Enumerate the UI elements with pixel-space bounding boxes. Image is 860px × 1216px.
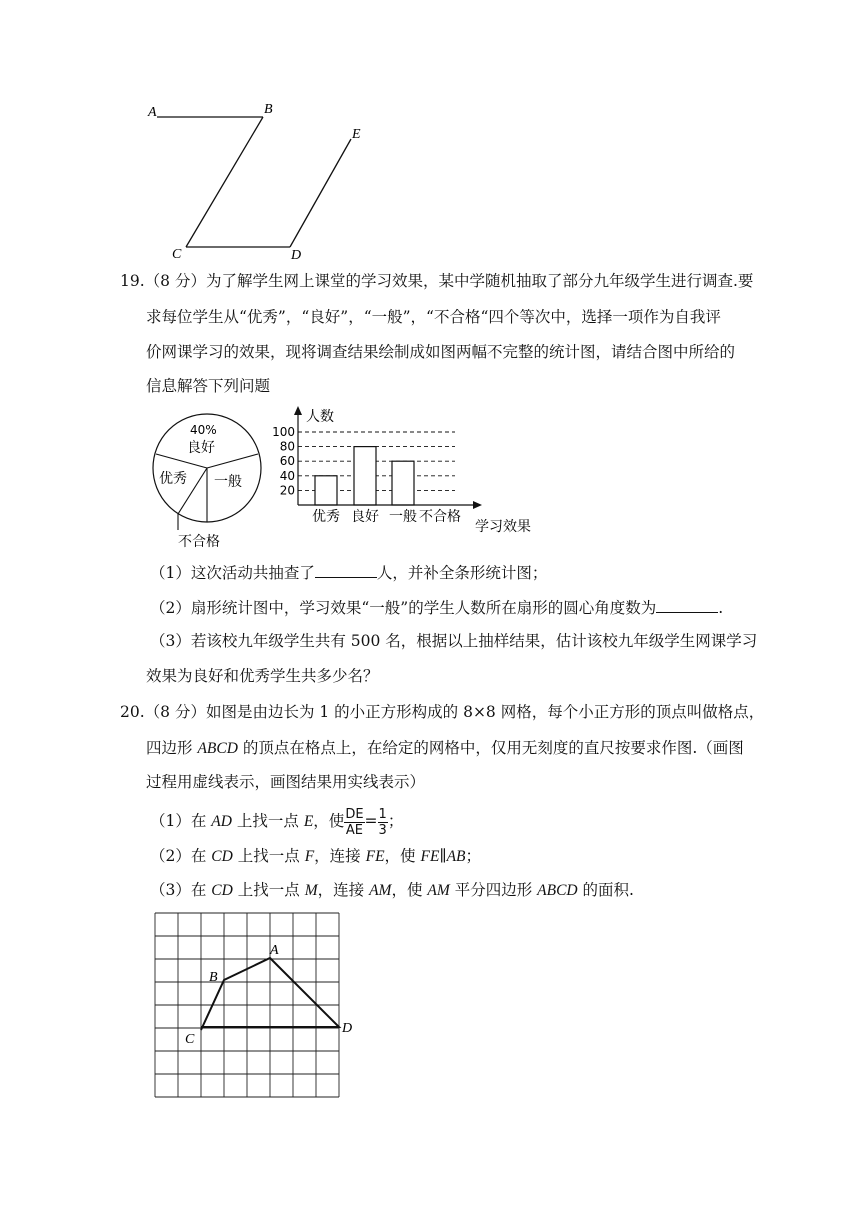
x-tick-3: 不合格 [419, 509, 461, 525]
q19-line1: 19.（8 分）为了解学生网上课堂的学习效果，某中学随机抽取了部分九年级学生进行调查.要 [120, 272, 754, 290]
q19-sub2-b: . [718, 599, 724, 617]
q20-s1-f: ； [387, 812, 404, 830]
q20-s3-h: AM [427, 882, 450, 899]
q19-sub2-blank [656, 598, 718, 613]
grid-label-a: A [270, 943, 279, 958]
label-e: E [352, 127, 361, 142]
pie-chart [150, 410, 268, 552]
grid-label-b: B [209, 970, 218, 985]
q20-line3: 过程用虚线表示，画图结果用实线表示） [146, 773, 426, 791]
q20-s2-a: （2）在 [150, 847, 212, 865]
q19-sub1-blank [315, 563, 377, 578]
q20-s3-e: ，连接 [317, 881, 370, 899]
pie-excellent-label: 优秀 [159, 471, 187, 487]
q19-sub2 [150, 598, 723, 618]
grid-label-c: C [185, 1032, 195, 1047]
q20-sub2 [150, 846, 481, 867]
label-b: B [264, 102, 273, 117]
q19-line4: 信息解答下列问题 [146, 377, 271, 395]
y-tick-80: 80 [279, 439, 295, 454]
bar-chart [270, 404, 550, 534]
q19-line2: 求每位学生从“优秀”，“良好”，“一般”，“不合格“四个等次中，选择一项作为自我评 [146, 308, 721, 326]
q19-sub1-b: 人，并补全条形统计图； [376, 564, 548, 582]
q19-sub3-line2: 效果为良好和优秀学生共多少名？ [146, 667, 379, 685]
q19-sub2-a: （2）扇形统计图中，学习效果“一般”的学生人数所在扇形的圆心角度数为 [150, 599, 657, 617]
q20-s3-f: AM [369, 882, 392, 899]
q20-s3-i: 平分四边形 [449, 881, 538, 899]
q20-s2-h: FE∥AB [420, 848, 466, 865]
q19-sub3-line1: （3）若该校九年级学生共有 500 名，根据以上抽样结果，估计该校九年级学生网课学习 [150, 632, 758, 650]
q20-sub3 [150, 880, 634, 901]
label-c: C [172, 247, 182, 262]
q20-s1-eq: = [364, 812, 378, 830]
q20-line2-b: ABCD [197, 740, 238, 757]
q20-s1-e: ，使 [313, 812, 345, 830]
q20-s3-b: CD [211, 882, 233, 899]
y-tick-60: 60 [279, 454, 295, 469]
pie-good-pct: 40% [190, 423, 217, 437]
pie-fail-label: 不合格 [178, 534, 220, 550]
figure-abcde [140, 96, 380, 264]
label-d: D [291, 248, 302, 263]
q19-sub1 [150, 563, 547, 583]
q20-line2-a: 四边形 [146, 739, 198, 757]
q20-s1-d: E [303, 813, 314, 830]
q20-s2-i: ； [465, 847, 482, 865]
q20-s2-f: FE [365, 848, 385, 865]
q20-sub1 [150, 804, 403, 839]
q20-s2-e: ，连接 [314, 847, 366, 865]
y-tick-40: 40 [279, 468, 295, 483]
fraction-one-third: $\frac{1}{3}$ [378, 806, 387, 838]
y-tick-100: 100 [272, 425, 295, 439]
q20-s3-g: ，使 [391, 881, 428, 899]
q19-sub1-a: （1）这次活动共抽查了 [150, 564, 315, 582]
q20-s3-c: 上找一点 [232, 881, 305, 899]
q20-s1-b: AD [211, 813, 232, 830]
grid-figure [150, 910, 360, 1100]
x-axis-label: 学习效果 [475, 519, 531, 534]
y-tick-20: 20 [279, 483, 295, 498]
bar-0 [315, 476, 337, 505]
grid-label-d: D [342, 1021, 353, 1036]
q20-s3-d: M [304, 882, 318, 899]
pie-good-label: 良好 [187, 440, 215, 456]
x-tick-0: 优秀 [312, 509, 340, 525]
x-tick-2: 一般 [389, 509, 417, 525]
q20-line2-c: 的顶点在格点上，在给定的网格中，仅用无刻度的直尺按要求作图.（画图 [237, 739, 744, 757]
bar-2 [392, 461, 414, 505]
q20-s1-a: （1）在 [150, 812, 212, 830]
q20-s3-a: （3）在 [150, 881, 212, 899]
q20-s2-d: F [304, 848, 315, 865]
q20-line1: 20.（8 分）如图是由边长为 1 的小正方形构成的 8×8 网格，每个小正方形的顶点叫做格点， [120, 703, 765, 721]
y-axis-label: 人数 [306, 409, 334, 425]
q20-s2-b: CD [211, 848, 233, 865]
q20-line2 [146, 738, 744, 759]
q20-s3-j: ABCD [537, 882, 578, 899]
fraction-de-ae: $\frac{DE}{AE}$ [345, 806, 364, 838]
q20-s2-c: 上找一点 [232, 847, 305, 865]
label-a: A [148, 105, 157, 120]
q19-line3: 价网课学习的效果，现将调查结果绘制成如图两幅不完整的统计图，请结合图中所给的 [146, 343, 736, 361]
q20-s3-k: 的面积. [577, 881, 634, 899]
x-tick-1: 良好 [351, 509, 379, 525]
pie-average-label: 一般 [214, 474, 242, 490]
q20-s1-c: 上找一点 [231, 812, 304, 830]
q20-s2-g: ，使 [384, 847, 421, 865]
bar-1 [354, 447, 376, 505]
